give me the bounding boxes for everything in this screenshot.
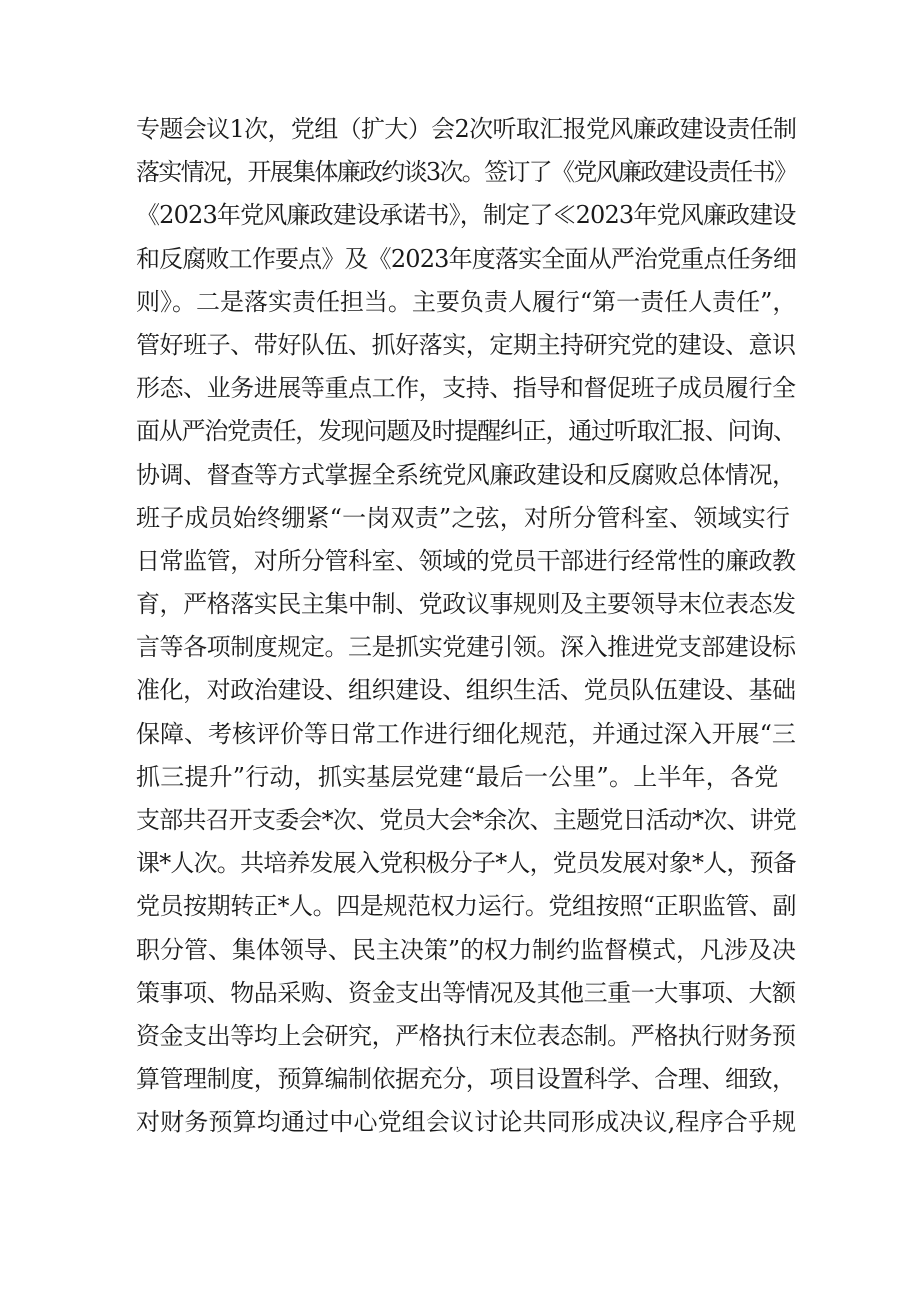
text-line: 专题会议1次，党组（扩大）会2次听取汇报党风廉政建设责任制 xyxy=(136,115,797,143)
text-line: 形态、业务进展等重点工作，支持、指导和督促班子成员履行全 xyxy=(136,374,796,403)
text-line: 协调、督查等方式掌握全系统党风廉政建设和反腐败总体情况， xyxy=(136,460,796,489)
text-line: 准化，对政治建设、组织建设、组织生活、党员队伍建设、基础 xyxy=(136,676,796,705)
body-text xyxy=(136,108,796,1145)
text-line: 管好班子、带好队伍、抓好落实，定期主持研究党的建设、意识 xyxy=(136,330,796,359)
text-line: 资金支出等均上会研究，严格执行末位表态制。严格执行财务预 xyxy=(136,1021,796,1050)
text-line: 支部共召开支委会*次、党员大会*余次、主题党日活动*次、讲党 xyxy=(136,806,796,834)
text-line: 课*人次。共培养发展入党积极分子*人，党员发展对象*人，预备 xyxy=(136,849,796,878)
text-line: 保障、考核评价等日常工作进行细化规范，并通过深入开展“三 xyxy=(136,719,796,748)
text-line: 落实情况，开展集体廉政约谈3次。签订了《党风廉政建设责任书》 xyxy=(136,158,797,187)
text-line: 职分管、集体领导、民主决策”的权力制约监督模式，凡涉及决 xyxy=(136,935,796,964)
text-line: 抓三提升”行动，抓实基层党建“最后一公里”。上半年，各党 xyxy=(136,762,779,791)
text-line: 面从严治党责任，发现问题及时提醒纠正，通过听取汇报、问询、 xyxy=(136,417,796,446)
text-line: 党员按期转正*人。四是规范权力运行。党组按照“正职监管、副 xyxy=(136,892,797,921)
text-line: 策事项、物品采购、资金支出等情况及其他三重一大事项、大额 xyxy=(136,978,796,1007)
text-line: 班子成员始终绷紧“一岗双责”之弦，对所分管科室、领域实行 xyxy=(136,503,791,532)
text-line: 对财务预算均通过中心党组会议讨论共同形成决议,程序合乎规 xyxy=(136,1108,797,1137)
text-line: 和反腐败工作要点》及《2023年度落实全面从严治党重点任务细 xyxy=(136,244,797,273)
text-line: 《2023年党风廉政建设承诺书》，制定了≪2023年党风廉政建设 xyxy=(136,201,796,230)
text-line: 育，严格落实民主集中制、党政议事规则及主要领导末位表态发 xyxy=(136,590,796,619)
text-line: 则》。二是落实责任担当。主要负责人履行“第一责任人责任”， xyxy=(136,287,797,316)
text-line: 日常监管，对所分管科室、领域的党员干部进行经常性的廉政教 xyxy=(136,546,796,575)
text-line: 言等各项制度规定。三是抓实党建引领。深入推进党支部建设标 xyxy=(136,633,796,662)
text-line: 算管理制度，预算编制依据充分，项目设置科学、合理、细致， xyxy=(136,1065,796,1094)
